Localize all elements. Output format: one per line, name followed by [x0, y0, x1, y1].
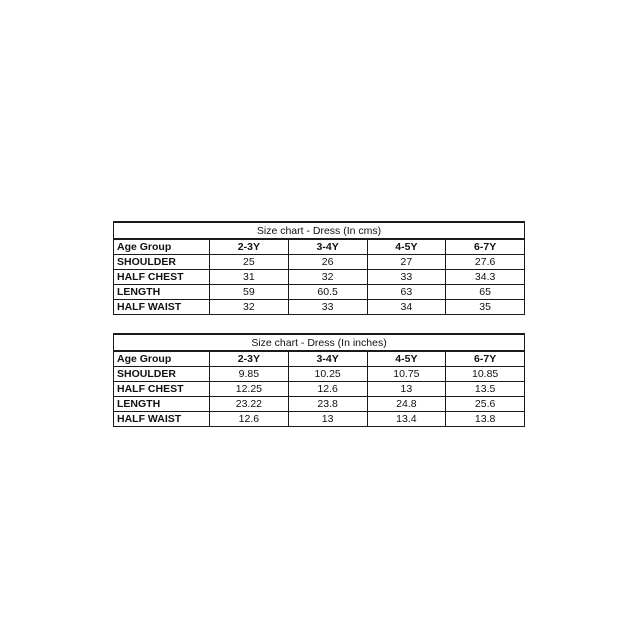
table-cell: 10.25	[288, 367, 367, 382]
table-header-row	[114, 239, 525, 255]
table-cell: 23.22	[210, 397, 289, 412]
table-cell: 25	[210, 255, 289, 270]
table-cell: 31	[210, 270, 289, 285]
row-label: HALF CHEST	[114, 382, 210, 397]
header-cell: 4-5Y	[367, 239, 446, 255]
size-chart-inches-table	[113, 333, 525, 427]
table-header-row	[114, 351, 525, 367]
row-label: SHOULDER	[114, 255, 210, 270]
table-cell: 9.85	[210, 367, 289, 382]
table-row	[114, 255, 525, 270]
table-cell: 13.5	[446, 382, 525, 397]
table-cell: 32	[210, 300, 289, 315]
table-cell: 34.3	[446, 270, 525, 285]
table-cell: 12.25	[210, 382, 289, 397]
row-label: HALF WAIST	[114, 412, 210, 427]
row-label: LENGTH	[114, 285, 210, 300]
header-cell: Age Group	[114, 239, 210, 255]
table-cell: 33	[288, 300, 367, 315]
header-cell: 2-3Y	[210, 351, 289, 367]
table-cell: 65	[446, 285, 525, 300]
table-row	[114, 397, 525, 412]
table-title-row	[114, 222, 525, 239]
table-cell: 34	[367, 300, 446, 315]
table-cell: 26	[288, 255, 367, 270]
table-row	[114, 412, 525, 427]
table-cell: 12.6	[210, 412, 289, 427]
table-cell: 27	[367, 255, 446, 270]
header-cell: 2-3Y	[210, 239, 289, 255]
table-cell: 35	[446, 300, 525, 315]
table-cell: 13.4	[367, 412, 446, 427]
table-cell: 33	[367, 270, 446, 285]
header-cell: 6-7Y	[446, 351, 525, 367]
table-cell: 25.6	[446, 397, 525, 412]
table-row	[114, 382, 525, 397]
table-cell: 24.8	[367, 397, 446, 412]
table-cell: 13	[367, 382, 446, 397]
table-cell: 32	[288, 270, 367, 285]
table-cell: 12.6	[288, 382, 367, 397]
header-cell: 3-4Y	[288, 239, 367, 255]
row-label: HALF WAIST	[114, 300, 210, 315]
table-cell: 23.8	[288, 397, 367, 412]
row-label: SHOULDER	[114, 367, 210, 382]
header-cell: Age Group	[114, 351, 210, 367]
size-chart-cms-table	[113, 221, 525, 315]
table-title-row	[114, 334, 525, 351]
table-row	[114, 367, 525, 382]
header-cell: 3-4Y	[288, 351, 367, 367]
table-cell: 10.75	[367, 367, 446, 382]
row-label: LENGTH	[114, 397, 210, 412]
table-cell: 10.85	[446, 367, 525, 382]
table-cell: 60.5	[288, 285, 367, 300]
header-cell: 4-5Y	[367, 351, 446, 367]
table-cell: 59	[210, 285, 289, 300]
table-cell: 63	[367, 285, 446, 300]
table-cell: 13.8	[446, 412, 525, 427]
row-label: HALF CHEST	[114, 270, 210, 285]
table-title: Size chart - Dress (In inches)	[114, 334, 525, 351]
table-row	[114, 270, 525, 285]
header-cell: 6-7Y	[446, 239, 525, 255]
table-cell: 27.6	[446, 255, 525, 270]
table-row	[114, 300, 525, 315]
table-cell: 13	[288, 412, 367, 427]
table-title: Size chart - Dress (In cms)	[114, 222, 525, 239]
table-row	[114, 285, 525, 300]
